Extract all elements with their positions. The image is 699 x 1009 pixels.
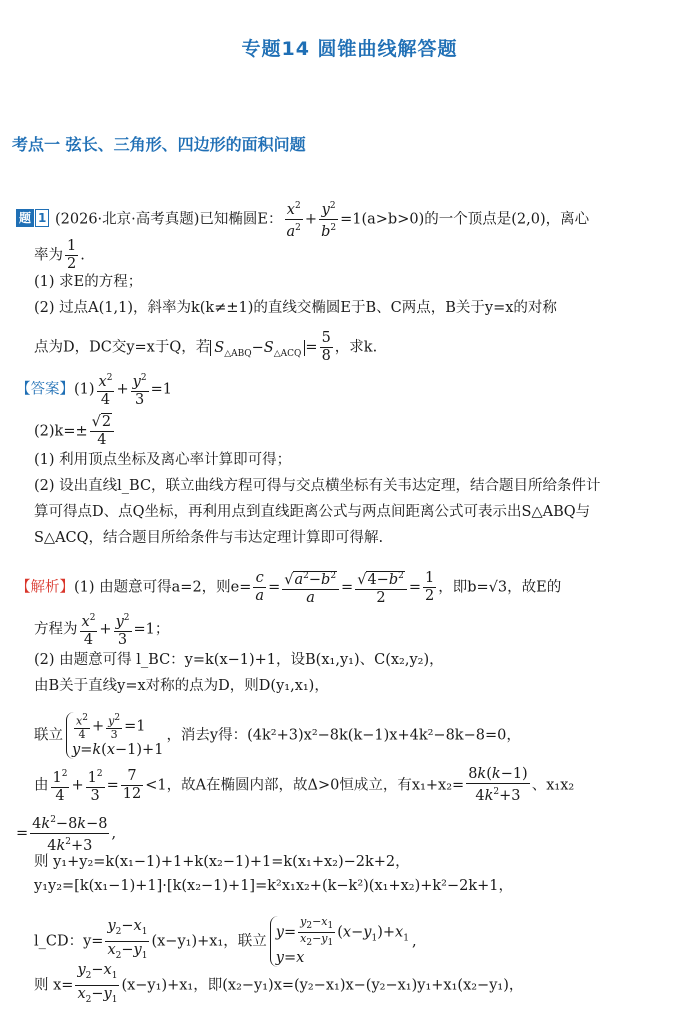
solution-line-4: 由B关于直线y=x对称的点为D，则D(y₁,x₁)， (34, 678, 329, 694)
section-heading: 考点一 弦长、三角形、四边形的面积问题 (12, 135, 306, 154)
fraction: $\frac{x^2}{a^2}$ (285, 198, 303, 241)
fraction: $\frac{y_2-x_1}{x_2-y_1}$ (107, 918, 148, 962)
solution-line-8: 则 y₁+y₂=k(x₁−1)+1+k(x₂−1)+1=k(x₁+x₂)−2k+2， (34, 854, 410, 870)
fraction: $\frac{1^2}{3}$ (86, 766, 105, 805)
problem-line-5: 点为D，DC交y=x于Q，若 $S_{\triangle ABQ}-S_{\triangle ACQ}$ = $\frac{5}{8}$ ，求k. (34, 330, 378, 364)
equation-system: y= $\frac{y_2-x_1}{x_2-y_1}$ $(x-y_1)+x_1$ y=x (270, 916, 409, 967)
fraction: $\frac{y^2}{3}$ (114, 610, 132, 649)
equation-system: $\frac{x^2}{4}$ + $\frac{y^2}{3}$ =1 y=k(x−1)+1 (66, 712, 163, 759)
fraction: $\frac{1}{2}$ (425, 569, 435, 604)
hint-line-2: (2) 设出直线l_BC，联立曲线方程可得与交点横坐标有关韦达定理，结合题目所给条件计 (34, 478, 601, 494)
answer-line-1: 【答案】(1) $\frac{x^2}{4}$ + $\frac{y^2}{3}$ =1 (16, 370, 172, 409)
hint-line-4: S△ACQ，结合题目所给条件与韦达定理计算即可得解. (34, 530, 384, 546)
solution-line-6: 由 $\frac{1^2}{4}$ + $\frac{1^2}{3}$ = $\frac{7}{12}$ <1，故A在椭圆内部，故Δ>0恒成立，有x₁+x₂= $\frac{8k(k-1)}{4k^2+3}$ 、x₁x₂ (34, 766, 575, 804)
answer-tag: 【答案】 (16, 381, 74, 398)
fraction: $\frac{y^2}{b^2}$ (319, 198, 338, 241)
fraction: $\frac{x^2}{4}$ (97, 370, 115, 409)
fraction: $\frac{5}{8}$ (321, 330, 331, 364)
area-difference: $S_{\triangle ABQ}-S_{\triangle ACQ}$ (210, 340, 305, 356)
solution-line-9: y₁y₂=[k(x₁−1)+1]·[k(x₂−1)+1]=k²x₁x₂+(k−k²)(x₁+x₂)+k²−2k+1， (34, 878, 514, 894)
problem-line-2: 率为 $\frac{1}{2}$ . (34, 238, 85, 272)
fraction: $\frac{c}{a}$ (255, 569, 265, 604)
solution-line-5: 联立 $\frac{x^2}{4}$ + $\frac{y^2}{3}$ =1 y=k(x−1)+1 ，消去y得：(4k²+3)x²−8k(k−1)x+4k²−8k−8=0， (34, 713, 521, 758)
fraction: $\frac{x^2}{4}$ (80, 610, 98, 649)
fraction: $\frac{y_2-x_1}{x_2-y_1}$ (77, 962, 118, 1005)
problem-number: 1 (35, 209, 49, 227)
problem-line-4: (2) 过点A(1,1)，斜率为k(k≠±1)的直线交椭圆E于B、C两点，B关于y=x的对称 (34, 300, 557, 316)
fraction: $\frac{y^2}{3}$ (131, 370, 149, 409)
solution-tag: 【解析】 (16, 579, 74, 596)
fraction: $\frac{1}{2}$ (67, 238, 77, 272)
problem-line-1: 题 1 (2026·北京·高考真题)已知椭圆E： $\frac{x^2}{a^2}$ + $\frac{y^2}{b^2}$ =1(a>b>0)的一个顶点是(2,0)，离心 (16, 198, 589, 241)
solution-line-3: (2) 由题意可得 l_BC：y=k(x−1)+1，设B(x₁,y₁)、C(x₂,y₂)， (34, 652, 444, 668)
fraction: $\frac{√2}{4}$ (90, 414, 114, 449)
fraction: $\frac{1^2}{4}$ (51, 766, 70, 805)
fraction: $\frac{7}{12}$ (122, 767, 142, 802)
hint-line-1: (1) 利用顶点坐标及离心率计算即可得； (34, 452, 292, 468)
solution-line-11: 则 x= $\frac{y_2-x_1}{x_2-y_1}$ (x−y₁)+x₁，即(x₂−y₁)x=(y₂−x₁)x−(y₂−x₁)y₁+x₁(x₂−y₁)， (34, 962, 523, 1009)
problem-source: (2026·北京·高考真题) (54, 211, 200, 228)
fraction: $\frac{8k(k-1)}{4k^2+3}$ (468, 766, 528, 804)
problem-line-3: (1) 求E的方程； (34, 274, 143, 290)
hint-line-3: 算可得点D、点Q坐标，再利用点到直线距离公式与两点间距离公式可表示出S△ABQ与 (34, 504, 591, 520)
page-title: 专题14 圆锥曲线解答题 (241, 38, 458, 60)
solution-line-7: = $\frac{4k^2-8k-8}{4k^2+3}$ , (16, 812, 116, 855)
solution-line-10: l_CD：y= $\frac{y_2-x_1}{x_2-y_1}$ (x−y₁)+x₁，联立 y= $\frac{y_2-x_1}{x_2-y_1}$ $(x-y_1)+x_1$ y=x , (34, 915, 417, 967)
fraction: $\frac{√4-b^2}{2}$ (355, 568, 407, 607)
problem-badge: 题 (16, 209, 34, 227)
solution-line-1: 【解析】(1) 由题意可得a=2，则e= $\frac{c}{a}$ = $\frac{√a^2-b^2}{a}$ = $\frac{√4-b^2}{2}$ = $\frac{1}{2}$ ，即b=√3，故E的 (16, 569, 562, 606)
fraction: $\frac{4k^2-8k-8}{4k^2+3}$ (30, 812, 109, 855)
fraction: $\frac{√a^2-b^2}{a}$ (282, 568, 339, 607)
solution-line-2: 方程为 $\frac{x^2}{4}$ + $\frac{y^2}{3}$ =1； (34, 610, 169, 649)
answer-line-2: (2)k=± $\frac{√2}{4}$ (34, 414, 116, 449)
